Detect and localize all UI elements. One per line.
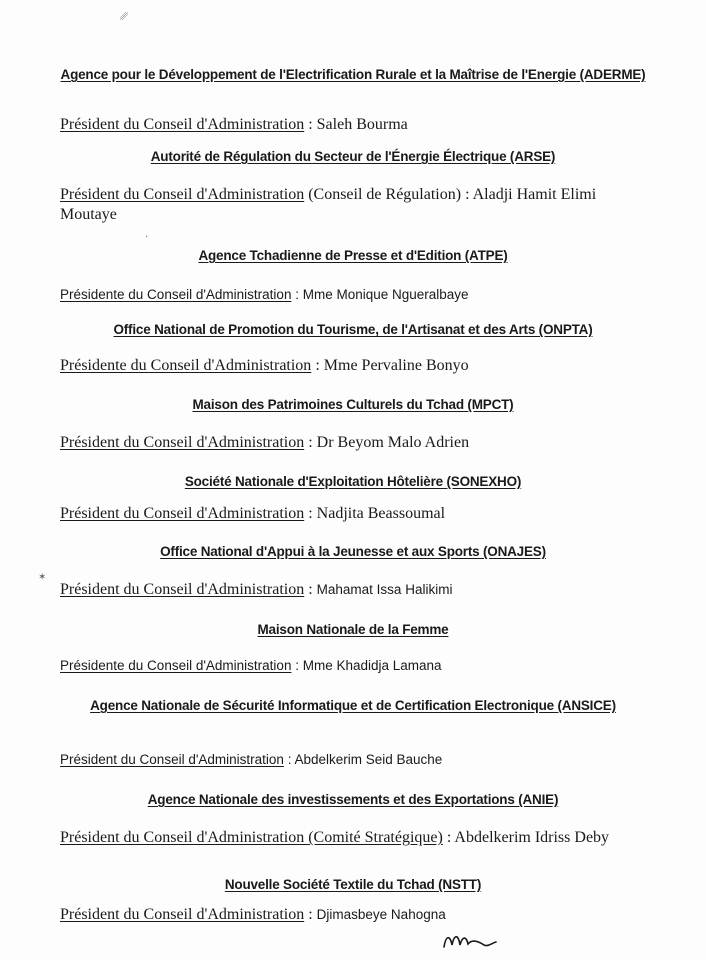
separator: : [304,116,317,133]
president-line-aderme [60,115,660,135]
president-label: Président du Conseil d'Administration [60,752,284,767]
president-name: Saleh Bourma [316,116,408,133]
president-label: Président du Conseil d'Administration [60,505,305,522]
entity-title-maison-femme: Maison Nationale de la Femme [257,622,449,637]
president-name: Mme Pervaline Bonyo [323,357,469,374]
president-line-atpe [60,285,660,305]
president-line-arse [60,185,630,225]
separator: : [442,829,455,846]
separator: : [283,752,295,767]
scan-speck: · [145,232,149,243]
entity-title-sonexho: Société Nationale d'Exploitation Hôtelière (SONEXHO) [184,474,522,489]
scan-speck: ␥ [120,12,128,23]
president-name: Mahamat Issa Halikimi [316,582,453,597]
president-label: Présidente du Conseil d'Administration [60,357,312,374]
president-line-mpct [60,433,660,453]
president-name: Dr Beyom Malo Adrien [316,434,470,451]
entity-title-mpct: Maison des Patrimoines Culturels du Tchad (MPCT) [192,397,514,412]
separator: (Conseil de Régulation) : [304,186,473,203]
president-label: Président du Conseil d'Administration [60,186,305,203]
separator: : [291,287,303,302]
separator: : [304,581,317,598]
entity-title-arse: Autorité de Régulation du Secteur de l'Énergie Électrique (ARSE) [150,149,556,164]
president-name: Nadjita Beassoumal [316,505,446,522]
separator: : [304,505,317,522]
president-line-onajes [60,580,660,600]
president-name: Mme Monique Ngueralbaye [302,287,469,302]
separator: : [291,658,303,673]
president-name: Aladji Hamit Elimi Moutaye [60,186,597,223]
president-label: Président du Conseil d'Administration [60,116,305,133]
entity-title-anie: Agence Nationale des investissements et des Exportations (ANIE) [147,792,559,807]
entity-title-ansice: Agence Nationale de Sécurité Informatique et de Certification Electronique (ANSICE) [90,698,616,713]
president-line-sonexho [60,504,660,524]
entity-title-aderme: Agence pour le Développement de l'Electrification Rurale et la Maîtrise de l'Energie (ADERME) [60,67,646,82]
separator: : [304,434,317,451]
president-name: Abdelkerim Seid Bauche [294,752,443,767]
president-label: Présidente du Conseil d'Administration [60,658,292,673]
president-line-maison-femme [60,656,660,676]
president-line-anie [60,828,630,848]
entity-title-atpe: Agence Tchadienne de Presse et d'Edition (ATPE) [198,248,508,263]
president-line-nstt [60,905,660,925]
president-label: Président du Conseil d'Administration [60,434,305,451]
entity-title-onajes: Office National d'Appui à la Jeunesse et aux Sports (ONAJES) [160,544,546,559]
president-line-ansice [60,750,660,770]
separator: : [304,906,317,923]
entity-title-nstt: Nouvelle Société Textile du Tchad (NSTT) [224,877,482,892]
handwritten-initials-mark [440,925,500,953]
president-line-onpta [60,356,660,376]
president-name: Djimasbeye Nahogna [316,907,446,922]
president-name: Mme Khadidja Lamana [302,658,442,673]
president-label: Président du Conseil d'Administration (Comité Stratégique) [60,829,443,846]
president-name: Abdelkerim Idriss Deby [454,829,610,846]
president-label: Présidente du Conseil d'Administration [60,287,292,302]
separator: : [311,357,324,374]
president-label: Président du Conseil d'Administration [60,581,305,598]
entity-title-onpta: Office National de Promotion du Tourisme, de l'Artisanat et des Arts (ONPTA) [113,322,593,337]
president-label: Président du Conseil d'Administration [60,906,305,923]
scan-speck: ✶ [38,572,47,583]
